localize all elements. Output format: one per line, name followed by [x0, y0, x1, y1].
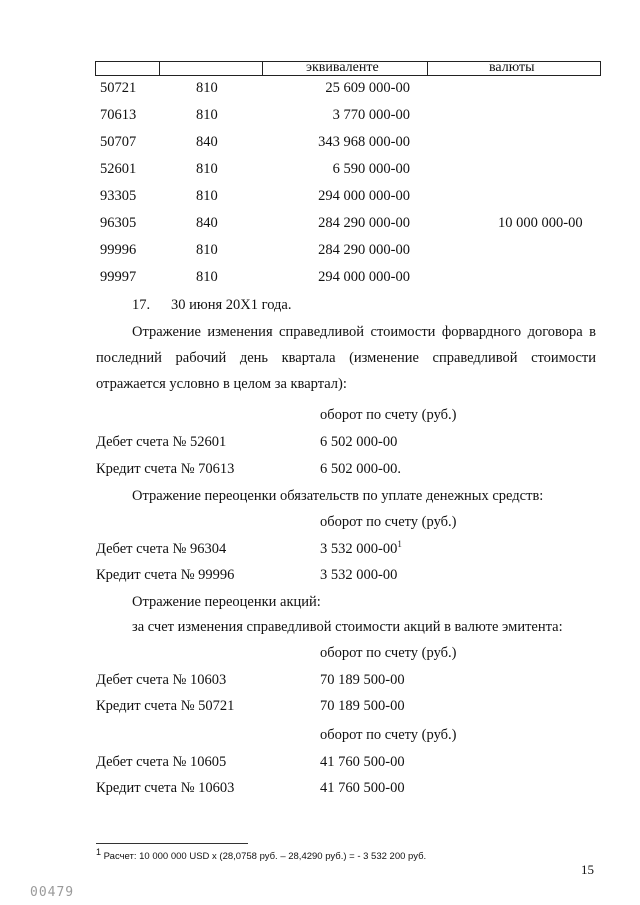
- entry-debit-label: Дебет счета № 10605: [96, 754, 227, 770]
- currency-code: 810: [196, 107, 218, 123]
- account-number: 70613: [100, 107, 137, 123]
- account-number: 50721: [100, 80, 137, 96]
- account-number: 50707: [100, 134, 137, 150]
- footnote-divider: [96, 843, 248, 844]
- rub-equivalent: 25 609 000-00: [325, 80, 410, 96]
- paragraph-shares-detail: за счет изменения справедливой стоимости акций в валюте эмитента:: [132, 619, 563, 635]
- column-divider: [262, 62, 263, 75]
- item-number: 17.: [132, 297, 151, 313]
- rub-equivalent: 3 770 000-00: [332, 107, 410, 123]
- account-number: 99996: [100, 242, 137, 258]
- entry-debit-amount: 70 189 500-00: [320, 672, 405, 688]
- footnote-reference: 1: [397, 539, 402, 550]
- entry-credit-amount: 70 189 500-00: [320, 698, 405, 714]
- table-row: [0, 215, 640, 235]
- item-date: 30 июня 20Х1 года.: [171, 297, 292, 313]
- currency-code: 810: [196, 161, 218, 177]
- entry-debit-label: Дебет счета № 96304: [96, 541, 227, 557]
- currency-amount: 10 000 000-00: [498, 215, 583, 231]
- entry-debit-label: Дебет счета № 52601: [96, 434, 227, 450]
- entry-debit-amount: [320, 541, 402, 558]
- turnover-label: оборот по счету (руб.): [320, 514, 457, 530]
- rub-equivalent: 284 290 000-00: [318, 242, 410, 258]
- table-header: [95, 61, 601, 76]
- table-row: [0, 242, 640, 262]
- paragraph-liabilities: Отражение переоценки обязательств по уплате денежных средств:: [132, 488, 544, 504]
- rub-equivalent: 284 290 000-00: [318, 215, 410, 231]
- header-rub-equivalent: эквиваленте: [306, 60, 379, 75]
- account-number: 52601: [100, 161, 137, 177]
- account-number: 93305: [100, 188, 137, 204]
- column-divider: [159, 62, 160, 75]
- archive-stamp: 00479: [30, 885, 75, 900]
- entry-credit-amount: 6 502 000-00.: [320, 461, 401, 477]
- footnote-mark: 1: [96, 846, 102, 857]
- currency-code: 840: [196, 134, 218, 150]
- entry-debit-label: Дебет счета № 10603: [96, 672, 227, 688]
- table-row: [0, 188, 640, 208]
- amount-text: 3 532 000-00: [320, 541, 398, 557]
- rub-equivalent: 6 590 000-00: [332, 161, 410, 177]
- turnover-label: оборот по счету (руб.): [320, 645, 457, 661]
- table-row: [0, 269, 640, 289]
- page-number: 15: [581, 862, 594, 877]
- entry-credit-amount: 3 532 000-00: [320, 567, 398, 583]
- rub-equivalent: 343 968 000-00: [318, 134, 410, 150]
- entry-credit-amount: 41 760 500-00: [320, 780, 405, 796]
- entry-credit-label: Кредит счета № 70613: [96, 461, 235, 477]
- table-row: [0, 107, 640, 127]
- table-row: [0, 134, 640, 154]
- turnover-label: оборот по счету (руб.): [320, 727, 457, 743]
- entry-credit-label: Кредит счета № 10603: [96, 780, 235, 796]
- table-row: [0, 161, 640, 181]
- account-number: 96305: [100, 215, 137, 231]
- rub-equivalent: 294 000 000-00: [318, 269, 410, 285]
- currency-code: 810: [196, 242, 218, 258]
- currency-code: 810: [196, 269, 218, 285]
- rub-equivalent: 294 000 000-00: [318, 188, 410, 204]
- header-currency-amount: валюты: [489, 60, 535, 75]
- entry-credit-label: Кредит счета № 50721: [96, 698, 235, 714]
- entry-debit-amount: 41 760 500-00: [320, 754, 405, 770]
- turnover-label: оборот по счету (руб.): [320, 407, 457, 423]
- footnote: [96, 846, 427, 862]
- account-number: 99997: [100, 269, 137, 285]
- paragraph-fair-value: Отражение изменения справедливой стоимости форвардного договора в последний рабочий день квартала (изменение справедливой стоимости отражается условно в целом за квартал):: [96, 324, 596, 392]
- currency-code: 810: [196, 80, 218, 96]
- table-row: [0, 80, 640, 100]
- paragraph-shares: Отражение переоценки акций:: [132, 594, 321, 610]
- column-divider: [427, 62, 428, 75]
- entry-debit-amount: 6 502 000-00: [320, 434, 398, 450]
- currency-code: 810: [196, 188, 218, 204]
- entry-credit-label: Кредит счета № 99996: [96, 567, 235, 583]
- currency-code: 840: [196, 215, 218, 231]
- footnote-text: Расчет: 10 000 000 USD х (28,0758 руб. – 28,4290 руб.) = - 3 532 200 руб.: [103, 851, 427, 862]
